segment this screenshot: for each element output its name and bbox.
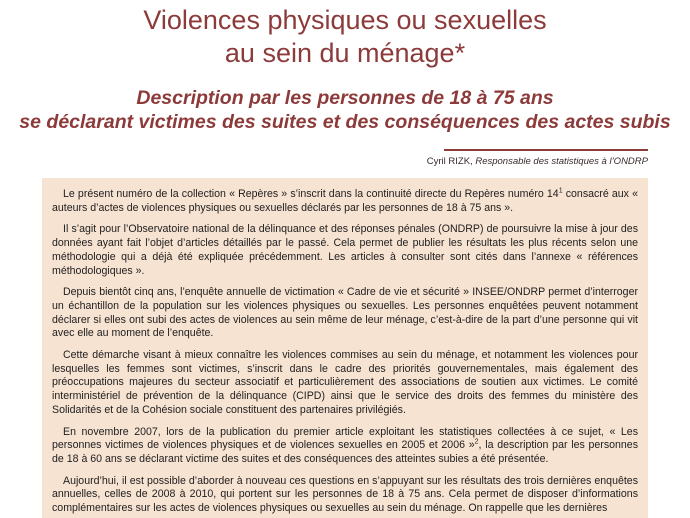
intro-paragraph-1-text: Le présent numéro de la collection « Repères » s’inscrit dans la continuité directe du Repères numéro 14 (63, 188, 559, 200)
intro-paragraph-1 (52, 188, 638, 215)
intro-box (42, 178, 648, 518)
author-divider (444, 149, 648, 151)
intro-paragraph-5-text-end: , la description par les personnes de 18 à 60 ans se déclarant victime des suites et des conséquences des atteintes subies a été présentée. (52, 439, 638, 465)
title-line-2: au sein du ménage* (224, 38, 466, 68)
intro-paragraph-3: Depuis bientôt cinq ans, l’enquête annuelle de victimation « Cadre de vie et sécurité » INSEE/ONDRP permet d’interroger un échantillon de la population sur les violences physiques ou sexuelles. Les personnes enquêtées peuvent notamment déclarer si elles ont subi des actes de violences au sein même de leur ménage, c’est-à-dire de la part d’une personne qui vit avec elle au moment de l’enquête. (52, 286, 638, 340)
subtitle-line-1: Description par les personnes de 18 à 75 ans (136, 87, 554, 109)
intro-paragraph-6: Aujourd’hui, il est possible d’aborder à nouveau ces questions en s’appuyant sur les résultats des trois dernières enquêtes annuelles, celles de 2008 à 2010, qui portent sur les personnes de 18 à 75 ans. Cela permet de disposer d’informations complémentaires sur les actes de violences physiques ou sexuelles au sein du ménage. On rappelle que les dernières (52, 474, 638, 515)
author-role: Responsable des statistiques à l’ONDRP (475, 156, 648, 167)
title-line-1: Violences physiques ou sexuelles (143, 5, 547, 35)
author-credit (427, 156, 648, 167)
intro-paragraph-4: Cette démarche visant à mieux connaître les violences commises au sein du ménage, et notamment les violences pour lesquelles les femmes sont victimes, s’inscrit dans le cadre des priorités gouvernementales, mais également des préoccupations majeures du secteur associatif et particulièrement des associations de soutien aux victimes. Le comité interministériel de prévention de la délinquance (CIPD) ainsi que le service des droits des femmes du ministère des Solidarités et de la Cohésion sociale constituent des partenaires privilégiés. (52, 349, 638, 416)
page-subtitle (0, 86, 690, 134)
author-name: Cyril RIZK, (426, 156, 473, 167)
intro-paragraph-2: Il s’agit pour l’Observatoire national de la délinquance et des réponses pénales (ONDRP) de poursuivre la mise à jour des données ayant fait l’objet d’articles détaillés par le passé. Cela permet de publier les résultats les plus récents selon une méthodologie qui a déjà été expliquée précédemment. Les articles à consulter sont cités dans l’annexe « références méthodologiques ». (52, 223, 638, 277)
footnote-ref-2: 2 (474, 438, 479, 446)
page-title (0, 4, 690, 70)
intro-paragraph-1-text-end: consacré aux « auteurs d’actes de violences physiques ou sexuelles déclarés par les personnes de 18 à 75 ans ». (52, 188, 638, 214)
intro-paragraph-5 (52, 426, 638, 467)
subtitle-line-2: se déclarant victimes des suites et des conséquences des actes subis (19, 111, 671, 133)
intro-paragraph-5-text: En novembre 2007, lors de la publication du premier article exploitant les statistiques collectées à ce sujet, « Les personnes victimes de violences physiques et de violences sexuelles en 2005 et 2006 » (52, 425, 638, 452)
footnote-ref-1: 1 (558, 187, 563, 195)
